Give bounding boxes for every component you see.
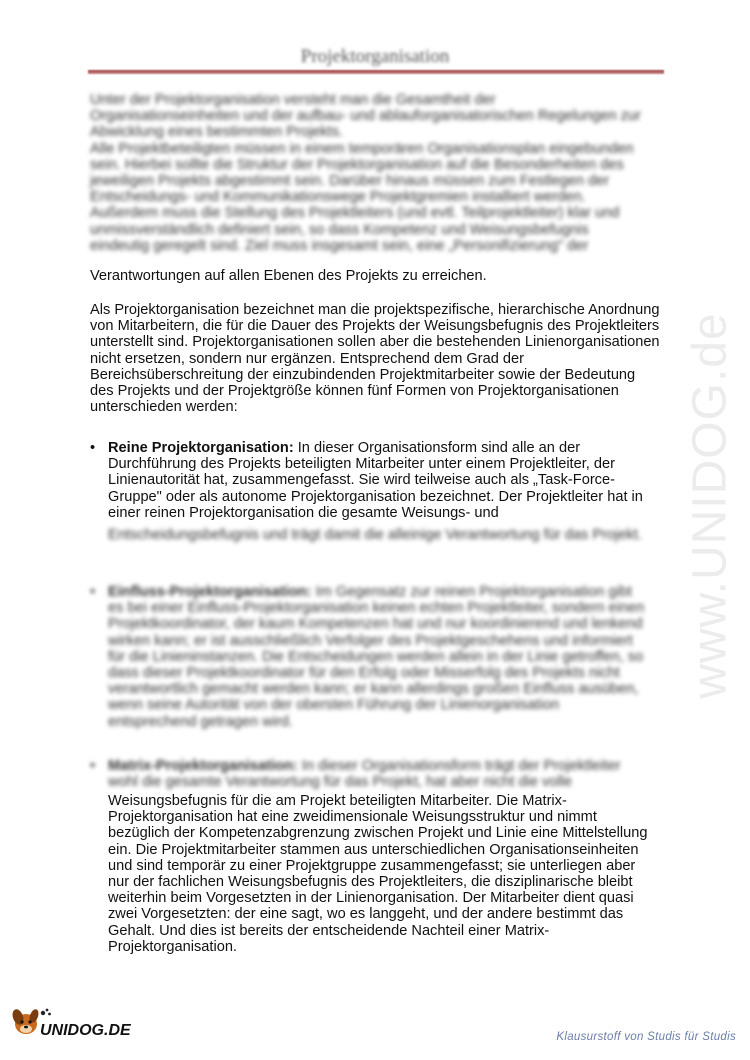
footer-slogan: Klausurstoff von Studis für Studis [556,1031,736,1043]
dog-logo-icon [8,1002,158,1042]
intro-line: Alle Projektbeteiligten müssen in einem temporären Organisationsplan eingebunden [90,140,634,157]
bullet-dot: • [90,440,96,456]
list-item-matrix-projektorganisation [90,758,650,790]
intro-line: Organisationseinheiten und der aufbau- und ablauforganisatorischen Regelungen zur [90,108,641,125]
watermark [665,270,750,740]
list-item-text: Im Gegensatz zur reinen Projektorganisation gibt es bei einer Einfluss-Projektorganisation keinen echten Projektleiter, sondern einen Projektkoordinator, der kaum Kompetenzen hat und nur koordinierend und lenkend wirken kann; er ist ausschließlich Verfolger des Projektgeschehens und informiert für die Linieninstanzen. Die Entscheidungen werden allein in der Linie getroffen, so dass dieser Projektkoordinator für den Erfolg oder Misserfolg des Projekts nicht verantwortlich gemacht werden kann; er kann allerdings großen Einfluss ausüben, wenn seine Autorität von der obersten Führung der Linienorganisation entsprechend getragen wird. [108,584,645,730]
bullet-dot: • [90,584,96,600]
watermark-text: www.UNIDOG.de [683,311,737,699]
list-item-reine-projektorganisation [90,440,650,521]
intro-line: Außerdem muss die Stellung des Projektleiters (und evtl. Teilprojektleiter) klar und [90,205,620,222]
list-item-text: In dieser Organisationsform sind alle an der Durchführung des Projekts beteiligten Mitarbeiter unter einem Projektleiter, der Linienautorität hat, zusammengefasst. Sie wird teilweise auch als „Task-Force-Gruppe" oder als autonome Projektorganisation bezeichnet. Der Projektleiter hat in einer reinen Projektorganisation die gesamte Weisungs- und [108,440,643,521]
intro-line: unmissverständlich definiert sein, so dass Kompetenz und Weisungsbefugnis [90,221,589,238]
bullet-dot: • [90,758,96,774]
list-item-einfluss-projektorganisation [90,584,650,730]
intro-blurred-paragraph [90,92,662,254]
list-item-text: Weisungsbefugnis für die am Projekt beteiligten Mitarbeiter. Die Matrix-Projektorganisation hat eine zweidimensionale Weisungsstruktur und nimmt bezüglich der Kompetenzabgrenzung zwischen Projekt und Linie eine Mittelstellung ein. Die Projektmitarbeiter stammen aus unterschiedlichen Organisationseinheiten und sind temporär zu einer Projektgruppe zusammengefasst; sie unterliegen aber nur der fachlichen Weisungsbefugnis des Projektleiters, die disziplinarische bleibt weiterhin beim Vorgesetzten in der Linienorganisation. Der Mitarbeiter dient quasi zwei Vorgesetzten: der eine sagt, wo es langgeht, und der andere bestimmt das Gehalt. Und dies ist bereits der entscheidende Nachteil einer Matrix-Projektorganisation. [108,793,648,955]
list-item-text: In dieser Organisationsform trägt der Projektleiter wohl die gesamte Verantwortung für das Projekt, hat aber nicht die volle [108,758,621,791]
list-item-term: Matrix-Projektorganisation: [108,758,298,774]
list-item-term: Einfluss-Projektorganisation: [108,584,312,600]
intro-line: Abwicklung eines bestimmten Projekts. [90,124,344,141]
intro-line: Unter der Projektorganisation versteht man die Gesamtheit der [90,92,496,108]
definition-paragraph: Als Projektorganisation bezeichnet man die projektspezifische, hierarchische Anordnung von Mitarbeitern, die für die Dauer des Projekts der Weisungsbefugnis des Projektleiters unterstellt sind. Projektorganisationen sollen aber die bestehenden Linienorganisationen nicht ersetzen, sondern nur ergänzen. Entsprechend dem Grad der Bereichsüberschreitung der einzubindenden Projektmitarbeiter sowie der Bedeutung des Projekts und der Projektgröße können fünf Formen von Projektorganisationen unterschieden werden: [90,302,660,416]
intro-line: sein. Hierbei sollte die Struktur der Projektorganisation auf die Besonderheiten des [90,156,624,173]
list-item-blurred-text: Entscheidungsbefugnis und trägt damit die alleinige Verantwortung für das Projekt. [108,527,642,543]
logo-text: UNIDOG.DE [40,1022,131,1039]
title-underline [88,70,664,74]
list-item-blurred-tail [90,527,650,543]
unidog-logo[interactable] [8,1002,158,1042]
page-title: Projektorganisation [300,46,450,67]
list-item-term: Reine Projektorganisation: [108,440,294,456]
intro-line: eindeutig geregelt sind. Ziel muss insgesamt sein, eine „Personifizierung" der [90,237,589,254]
intro-visible-line: Verantwortungen auf allen Ebenen des Projekts zu erreichen. [90,268,487,284]
intro-line: jeweiligen Projekts abgestimmt sein. Darüber hinaus müssen zum Festlegen der [90,173,610,190]
intro-line: Entscheidungs- und Kommunikationswege Projektgremien installiert werden. [90,189,586,206]
list-item-visible-tail [90,793,650,955]
